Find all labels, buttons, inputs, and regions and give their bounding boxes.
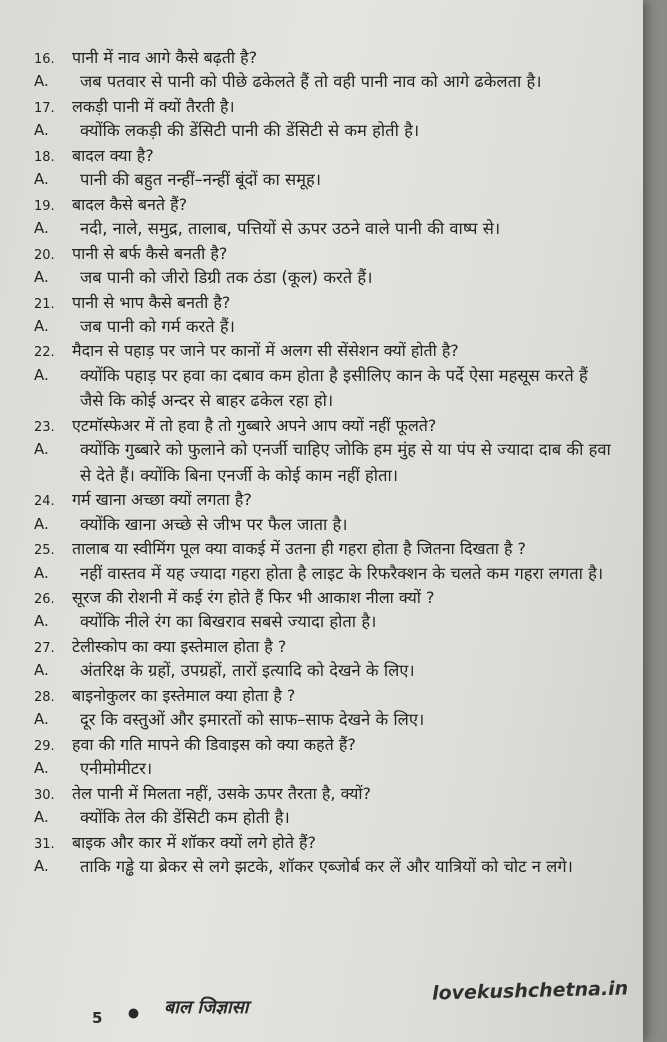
answer-label: A. (34, 759, 49, 778)
question-row (0, 95, 643, 118)
question-number: 26. (34, 592, 55, 608)
question-number: 23. (34, 419, 55, 435)
answer-text: क्योंकि गुब्बारे को फुलाने को एनर्जी चाहिए जोकि हम मुंह से या पंप से ज्यादा दाब की हवा से देते हैं। क्योंकि बिना एनर्जी के कोई काम नहीं होता। (80, 440, 611, 485)
question-number: 18. (34, 149, 55, 165)
answer-text: क्योंकि खाना अच्छे से जीभ पर फैल जाता है। (80, 514, 348, 534)
question-row (0, 291, 643, 314)
answer-text: नदी, नाले, समुद्र, तालाब, पत्तियों से ऊपर उठने वाले पानी की वाष्प से। (80, 219, 501, 239)
answer-row (0, 854, 643, 880)
question-row (0, 782, 643, 805)
answer-row (0, 216, 643, 242)
question-row (0, 242, 643, 265)
question-text: गर्म खाना अच्छा क्यों लगता है? (72, 490, 252, 510)
question-text: तेल पानी में मिलता नहीं, उसके ऊपर तैरता है, क्यों? (72, 783, 372, 803)
answer-row (0, 658, 643, 684)
question-text: सूरज की रोशनी में कई रंग होते हैं फिर भी आकाश नीला क्यों ? (72, 588, 435, 608)
answer-label: A. (34, 440, 49, 459)
question-number: 16. (34, 52, 55, 67)
answer-label: A. (34, 72, 49, 91)
question-number: 17. (34, 100, 55, 116)
answer-label: A. (34, 808, 49, 827)
bullet-icon (128, 1008, 139, 1019)
answer-label: A. (34, 219, 49, 238)
answer-text: पानी की बहुत नन्हीं–नन्हीं बूंदों का समूह। (80, 170, 322, 190)
question-number: 20. (34, 247, 55, 263)
answer-row (0, 805, 643, 831)
answer-row (0, 609, 643, 635)
answer-text: एनीमोमीटर। (80, 759, 153, 779)
magazine-title: बाल जिज्ञासा (164, 997, 249, 1018)
question-text: बादल क्या है? (72, 145, 154, 165)
question-row (0, 144, 643, 167)
answer-label: A. (34, 563, 49, 582)
answer-label: A. (34, 710, 49, 729)
website-watermark: lovekushchetna.in (431, 977, 629, 1005)
question-number: 22. (34, 345, 55, 361)
answer-text: नहीं वास्तव में यह ज्यादा गहरा होता है लाइट के रिफरैक्शन के चलते कम गहरा लगता है। (80, 563, 604, 583)
page-number: 5 (92, 1009, 103, 1027)
answer-text: क्योंकि लकड़ी की डेंसिटी पानी की डेंसिटी से कम होती है। (80, 121, 420, 141)
answer-row (0, 265, 643, 291)
answer-row (0, 118, 643, 144)
question-text: पानी से भाप कैसे बनती है? (72, 292, 231, 312)
answer-label: A. (34, 121, 49, 140)
answer-label: A. (34, 857, 49, 875)
question-row (0, 684, 643, 707)
question-row (0, 46, 643, 69)
answer-label: A. (34, 365, 49, 384)
answer-label: A. (34, 170, 49, 189)
answer-label: A. (34, 612, 49, 631)
question-row (0, 537, 643, 560)
question-row (0, 488, 643, 511)
answer-row (0, 69, 643, 95)
question-number: 30. (34, 787, 55, 803)
answer-row (0, 561, 643, 587)
question-text: पानी से बर्फ कैसे बनती है? (72, 243, 228, 263)
question-text: हवा की गति मापने की डिवाइस को क्या कहते हैं? (72, 734, 356, 754)
answer-text: दूर कि वस्तुओं और इमारतों को साफ–साफ देखने के लिए। (80, 710, 425, 730)
answer-text: अंतरिक्ष के ग्रहों, उपग्रहों, तारों इत्यादि को देखने के लिए। (80, 661, 415, 681)
answer-text: क्योंकि नीले रंग का बिखराव सबसे ज्यादा होता है। (80, 612, 377, 632)
question-row (0, 414, 643, 437)
answer-label: A. (34, 268, 49, 287)
question-row (0, 193, 643, 216)
question-text: एटमॉस्फेअर में तो हवा है तो गुब्बारे अपने आप क्यों नहीं फूलते? (72, 415, 437, 435)
question-number: 29. (34, 738, 55, 754)
question-row (0, 586, 643, 609)
answer-text: जब पानी को गर्म करते हैं। (80, 316, 235, 336)
question-text: पानी में नाव आगे कैसे बढ़ती है? (72, 48, 258, 67)
question-text: टेलीस्कोप का क्या इस्तेमाल होता है ? (72, 636, 287, 656)
answer-text: जब पानी को जीरो डिग्री तक ठंडा (कूल) करते हैं। (80, 268, 373, 288)
question-text: बाइनोकुलर का इस्तेमाल क्या होता है ? (72, 685, 296, 705)
answer-row (0, 707, 643, 733)
answer-row (0, 512, 643, 538)
page-footer (0, 978, 643, 1028)
question-number: 19. (34, 198, 55, 214)
answer-text: जब पतवार से पानी को पीछे ढकेलते हैं तो वही पानी नाव को आगे ढकेलता है। (80, 72, 542, 92)
answer-row (0, 167, 643, 193)
answer-row (0, 314, 643, 340)
question-text: लकड़ी पानी में क्यों तैरती है। (72, 96, 235, 116)
question-number: 24. (34, 494, 55, 510)
question-text: बाइक और कार में शॉकर क्यों लगे होते हैं? (72, 832, 317, 852)
answer-text: क्योंकि तेल की डेंसिटी कम होती है। (80, 808, 290, 828)
answer-row (0, 756, 643, 782)
question-row (0, 733, 643, 756)
question-number: 31. (34, 836, 55, 852)
question-row (0, 635, 643, 658)
question-number: 21. (34, 296, 55, 312)
question-text: बादल कैसे बनते हैं? (72, 194, 188, 214)
answer-row (0, 437, 643, 488)
question-text: मैदान से पहाड़ पर जाने पर कानों में अलग सी सेंसेशन क्यों होती है? (72, 341, 459, 361)
answer-text: ताकि गड्ढे या ब्रेकर से लगे झटके, शॉकर एब्जोर्ब कर लें और यात्रियों को चोट न लगे। (80, 857, 573, 876)
question-row (0, 339, 643, 362)
answer-row (0, 363, 643, 414)
answer-text: क्योंकि पहाड़ पर हवा का दबाव कम होता है इसीलिए कान के पर्दे ऐसा महसूस करते हैं जैसे कि कोई अन्दर से बाहर ढकेल रहा हो। (80, 365, 588, 411)
answer-label: A. (34, 661, 49, 680)
question-number: 28. (34, 689, 55, 705)
question-number: 25. (34, 543, 55, 559)
answer-label: A. (34, 514, 49, 533)
qa-list (0, 46, 643, 880)
question-number: 27. (34, 640, 55, 656)
answer-label: A. (34, 316, 49, 335)
question-row (0, 831, 643, 854)
question-text: तालाब या स्वीमिंग पूल क्या वाकई में उतना ही गहरा होता है जितना दिखता है ? (72, 539, 527, 559)
